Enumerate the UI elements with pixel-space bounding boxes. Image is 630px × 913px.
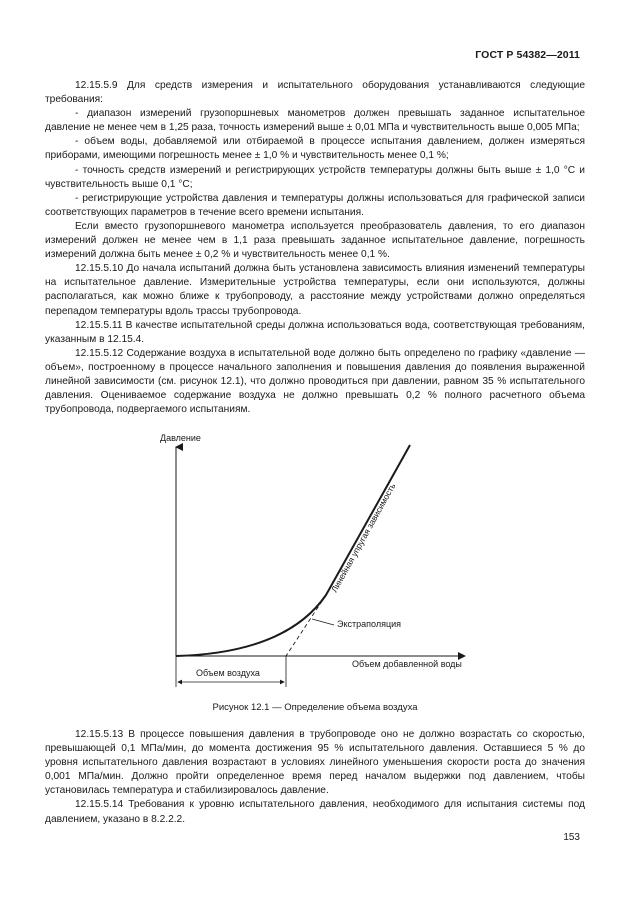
curve-label: Линейная упругая зависимость [329, 481, 398, 594]
paragraph-12-15-5-11: 12.15.5.11 В качестве испытательной среды должна использоваться вода, соответствующая требованиям, указанным в 12.15.4. [45, 319, 585, 345]
body-text-bottom [45, 728, 585, 827]
paragraph-12-15-5-14: 12.15.5.14 Требования к уровню испытательного давления, необходимого для испытания системы под давлением, указано в 8.2.2.2. [45, 799, 585, 825]
list-item-temperature-accuracy: - точность средств измерений и регистрирующих устройств температуры должны быть выше ± 1,0 °C и чувствительность выше 0,1 °C; [45, 164, 585, 190]
paragraph-12-15-5-9: 12.15.5.9 Для средств измерения и испытательного оборудования устанавливаются следующие требования: [45, 80, 585, 106]
paragraph-12-15-5-13: 12.15.5.13 В процессе повышения давления в трубопроводе оно не должно возрастать со скоростью, превышающей 0,1 МПа/мин, до момента достижения 95 % испытательного давления. Оставшиеся 5 % до уровня испытательного давления возрастают в условиях линейного уменьшения скорости роста до значения 0,001 МПа/мин. Должно пройти определенное время перед началом выдержки под давлением, чтобы установилась температура и стабилизировалось давление. [45, 729, 585, 797]
figure-caption: Рисунок 12.1 — Определение объема воздуха [212, 702, 418, 713]
pressure-volume-diagram [0, 425, 630, 695]
list-item-manometer-range: - диапазон измерений грузопоршневых манометров должен превышать заданное испытательное давление не менее чем в 1,25 раза, точность измерений выше ± 0,01 МПа и чувствительность выше 0,005 МПа; [45, 108, 585, 134]
air-volume-label: Объем воздуха [196, 668, 260, 678]
page-number: 153 [563, 832, 580, 843]
body-text-top [45, 79, 585, 417]
list-item-recording-devices: - регистрирующие устройства давления и температуры должны использоваться для графической записи соответствующих параметров в течение всего времени испытания. [45, 192, 585, 218]
document-header: ГОСТ Р 54382—2011 [475, 49, 580, 61]
extrapolation-label: Экстраполяция [337, 619, 402, 629]
paragraph-pressure-transducer: Если вместо грузопоршневого манометра используется преобразователь давления, то его диапазон измерений должен не менее чем в 1,1 раза превышать заданное испытательное давление, погрешность измерений должна быть менее ± 0,2 % и чувствительность менее 0,1 %. [45, 220, 585, 261]
extrapolation-line [286, 595, 326, 656]
paragraph-12-15-5-12: 12.15.5.12 Содержание воздуха в испытательной воде должно быть определено по графику «давление — объем», построенному в процессе начального заполнения и повышения давления до появления выраженной линейной зависимости (см. рисунок 12.1), что должно проводиться при давлении, равном 35 % испытательного давления. Оцениваемое содержание воздуха не должно превышать 0,2 % полного расчетного объема трубопровода, подвергаемого испытаниям. [45, 347, 585, 416]
y-axis-label: Давление [160, 433, 201, 443]
list-item-water-volume: - объем воды, добавляемой или отбираемой в процессе испытания давлением, должен измеряться приборами, имеющими погрешность менее ± 1,0 % и чувствительность менее 0,1 %; [45, 136, 585, 162]
figure-air-volume [0, 425, 630, 695]
extrapolation-leader [312, 619, 334, 625]
x-axis-label: Объем добавленной воды [352, 659, 462, 669]
paragraph-12-15-5-10: 12.15.5.10 До начала испытаний должна быть установлена зависимость влияния изменений температуры на испытательное давление. Измерительные устройства температуры, если они используются, должны располагаться, как можно ближе к трубопроводу, а расстояние между устройствами должно определяться перепадом температуры вдоль трассы трубопровода. [45, 263, 585, 317]
